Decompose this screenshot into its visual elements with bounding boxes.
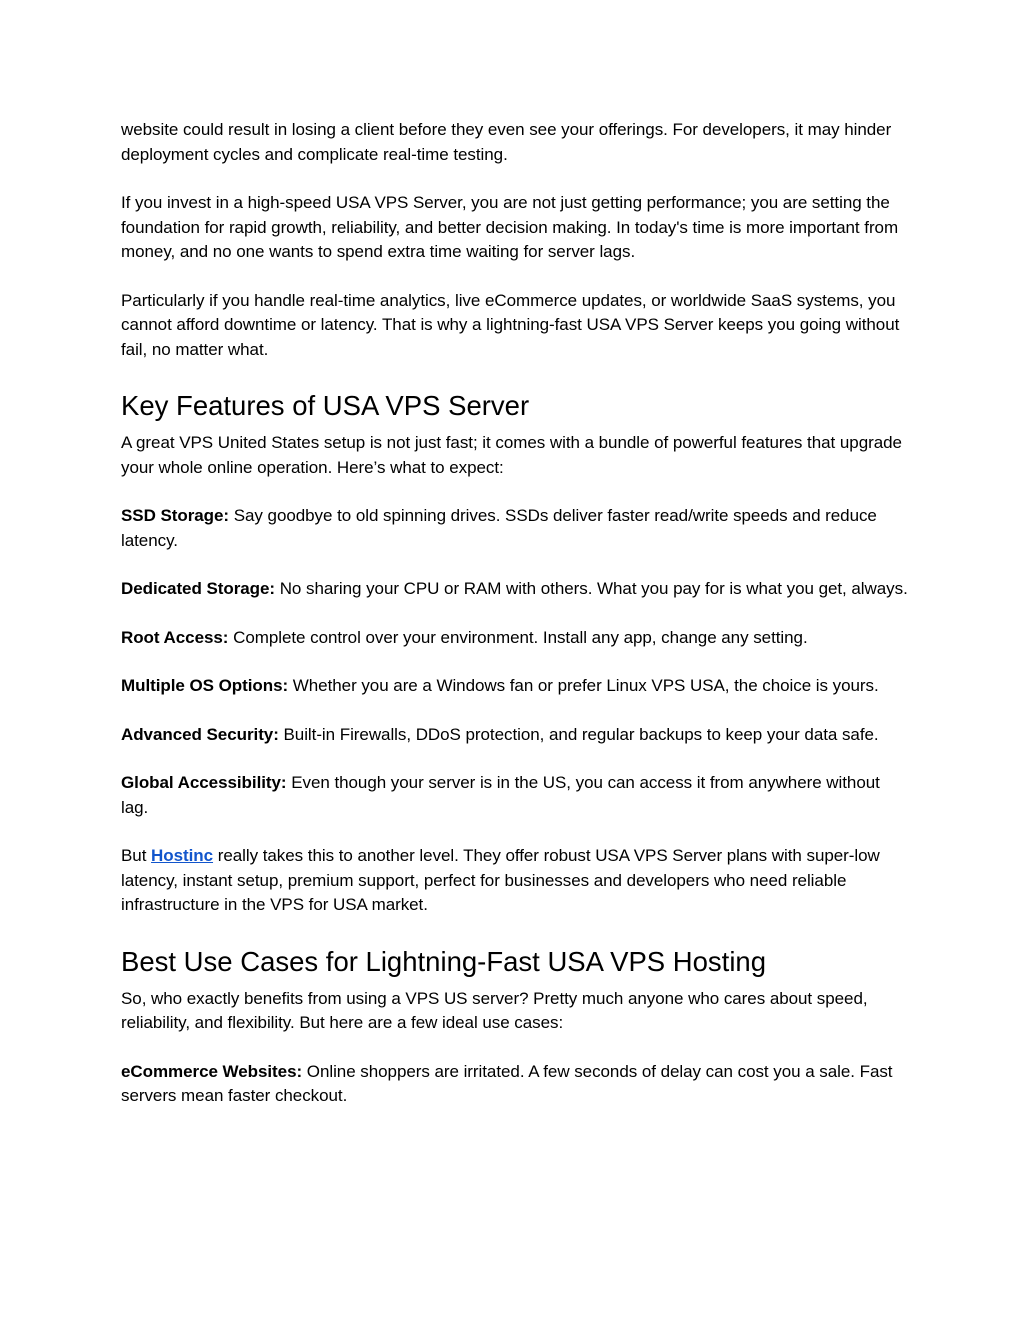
feature-item-global-accessibility <box>121 771 911 820</box>
feature-item-advanced-security <box>121 723 911 748</box>
intro-paragraph-1: website could result in losing a client before they even see your offerings. For developers, it may hinder deployment cycles and complicate real-time testing. <box>121 120 892 164</box>
feature-term: SSD Storage: <box>121 506 230 525</box>
hostinc-link[interactable]: Hostinc <box>151 846 214 865</box>
feature-term: Global Accessibility: <box>121 773 287 792</box>
features-intro: A great VPS United States setup is not just fast; it comes with a bundle of powerful features that upgrade your whole online operation. Here’s what to expect: <box>121 433 902 477</box>
closing-text-before: But <box>121 846 152 865</box>
features-heading: Key Features of USA VPS Server <box>121 390 530 421</box>
closing-text-after: really takes this to another level. They offer robust USA VPS Server plans with super-low latency, instant setup, premium support, perfect for businesses and developers who need reliable infrastructure in the VPS for USA market. <box>121 846 880 914</box>
feature-term: Multiple OS Options: <box>121 676 289 695</box>
use-cases-intro: So, who exactly benefits from using a VPS US server? Pretty much anyone who cares about speed, reliability, and flexibility. But here are a few ideal use cases: <box>121 988 868 1032</box>
intro-paragraph-3: Particularly if you handle real-time analytics, live eCommerce updates, or worldwide SaaS systems, you cannot afford downtime or latency. That is why a lightning-fast USA VPS Server keeps you going without fail, no matter what. <box>121 290 900 359</box>
feature-text: Complete control over your environment. Install any app, change any setting. <box>228 627 808 647</box>
feature-item-ssd-storage <box>121 504 911 553</box>
feature-item-root-access <box>121 626 911 651</box>
feature-term: Root Access: <box>121 627 229 647</box>
features-closing-paragraph <box>121 844 911 918</box>
feature-text: No sharing your CPU or RAM with others. What you pay for is what you get, always. <box>275 579 908 598</box>
use-cases-heading: Best Use Cases for Lightning-Fast USA VPS Hosting <box>121 945 767 977</box>
feature-text: Even though your server is in the US, you can access it from anywhere without lag. <box>121 773 880 817</box>
intro-paragraph-2: If you invest in a high-speed USA VPS Server, you are not just getting performance; you are setting the foundation for rapid growth, reliability, and better decision making. In today's time is more important from money, and no one wants to spend extra time waiting for server lags. <box>121 193 899 261</box>
use-case-term: eCommerce Websites: <box>121 1061 303 1081</box>
feature-item-multiple-os <box>121 674 911 699</box>
document-body <box>121 118 911 1133</box>
feature-text: Say goodbye to old spinning drives. SSDs deliver faster read/write speeds and reduce latency. <box>121 506 877 550</box>
feature-term: Dedicated Storage: <box>121 579 276 598</box>
feature-item-dedicated-storage <box>121 577 911 602</box>
feature-text: Whether you are a Windows fan or prefer Linux VPS USA, the choice is yours. <box>288 676 879 695</box>
feature-term: Advanced Security: <box>121 724 279 744</box>
use-case-text: Online shoppers are irritated. A few seconds of delay can cost you a sale. Fast servers mean faster checkout. <box>121 1061 893 1105</box>
use-case-item-ecommerce <box>121 1060 911 1109</box>
feature-text: Built-in Firewalls, DDoS protection, and regular backups to keep your data safe. <box>278 724 879 744</box>
